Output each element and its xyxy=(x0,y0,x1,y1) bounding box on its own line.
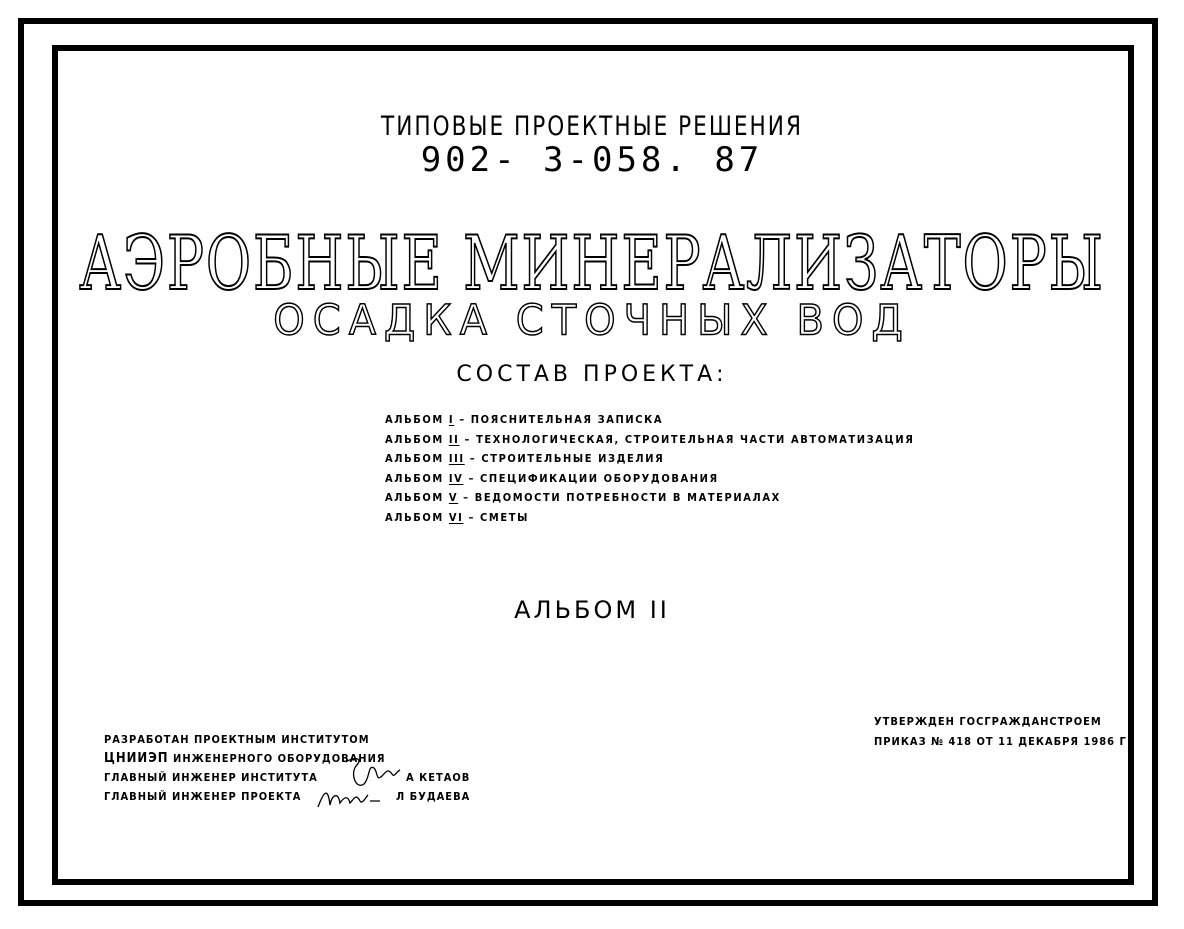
album-item: АЛЬБОМ VI – СМЕТЫ xyxy=(385,510,529,524)
approval-line-1: УТВЕРЖДЕН ГОСГРАЖДАНСТРОЕМ xyxy=(874,715,1102,728)
series-number: 902- 3-058. 87 xyxy=(420,140,764,180)
album-item: АЛЬБОМ I – ПОЯСНИТЕЛЬНАЯ ЗАПИСКА xyxy=(385,413,664,426)
album-item: АЛЬБОМ II – ТЕХНОЛОГИЧЕСКАЯ, СТРОИТЕЛЬНАЯ ЧАСТИ АВТОМАТИЗАЦИЯ xyxy=(385,432,915,446)
chief-engineer-institute-row: ГЛАВНЫЙ ИНЖЕНЕР ИНСТИТУТА А КЕТАОВ xyxy=(104,768,386,787)
approval-line-2: ПРИКАЗ № 418 ОТ 11 ДЕКАБРЯ 1986 Г xyxy=(874,735,1127,748)
sub-title: ОСАДКА СТОЧНЫХ ВОД xyxy=(273,296,911,346)
developer-block xyxy=(104,730,471,806)
album-item: АЛЬБОМ IV – СПЕЦИФИКАЦИИ ОБОРУДОВАНИЯ xyxy=(385,471,719,485)
album-item: АЛЬБОМ V – ВЕДОМОСТИ ПОТРЕБНОСТИ В МАТЕРИАЛАХ xyxy=(385,491,781,504)
album-item: АЛЬБОМ III – СТРОИТЕЛЬНЫЕ ИЗДЕЛИЯ xyxy=(385,452,665,465)
album-list xyxy=(385,410,914,527)
chief-engineer-project-row: ГЛАВНЫЙ ИНЖЕНЕР ПРОЕКТА Л БУДАЕВА xyxy=(104,787,386,806)
approval-block xyxy=(874,712,1127,752)
main-title: АЭРОБНЫЕ МИНЕРАЛИЗАТОРЫ xyxy=(79,220,1105,308)
developer-line-1: РАЗРАБОТАН ПРОЕКТНЫМ ИНСТИТУТОМ xyxy=(104,733,370,746)
current-album: АЛЬБОМ II xyxy=(514,596,670,624)
developer-institute: ЦНИИЭП ИНЖЕНЕРНОГО ОБОРУДОВАНИЯ xyxy=(104,751,386,766)
signature-icon xyxy=(314,783,384,813)
series-title: ТИПОВЫЕ ПРОЕКТНЫЕ РЕШЕНИЯ xyxy=(381,110,803,142)
composition-label: СОСТАВ ПРОЕКТА: xyxy=(456,362,728,387)
